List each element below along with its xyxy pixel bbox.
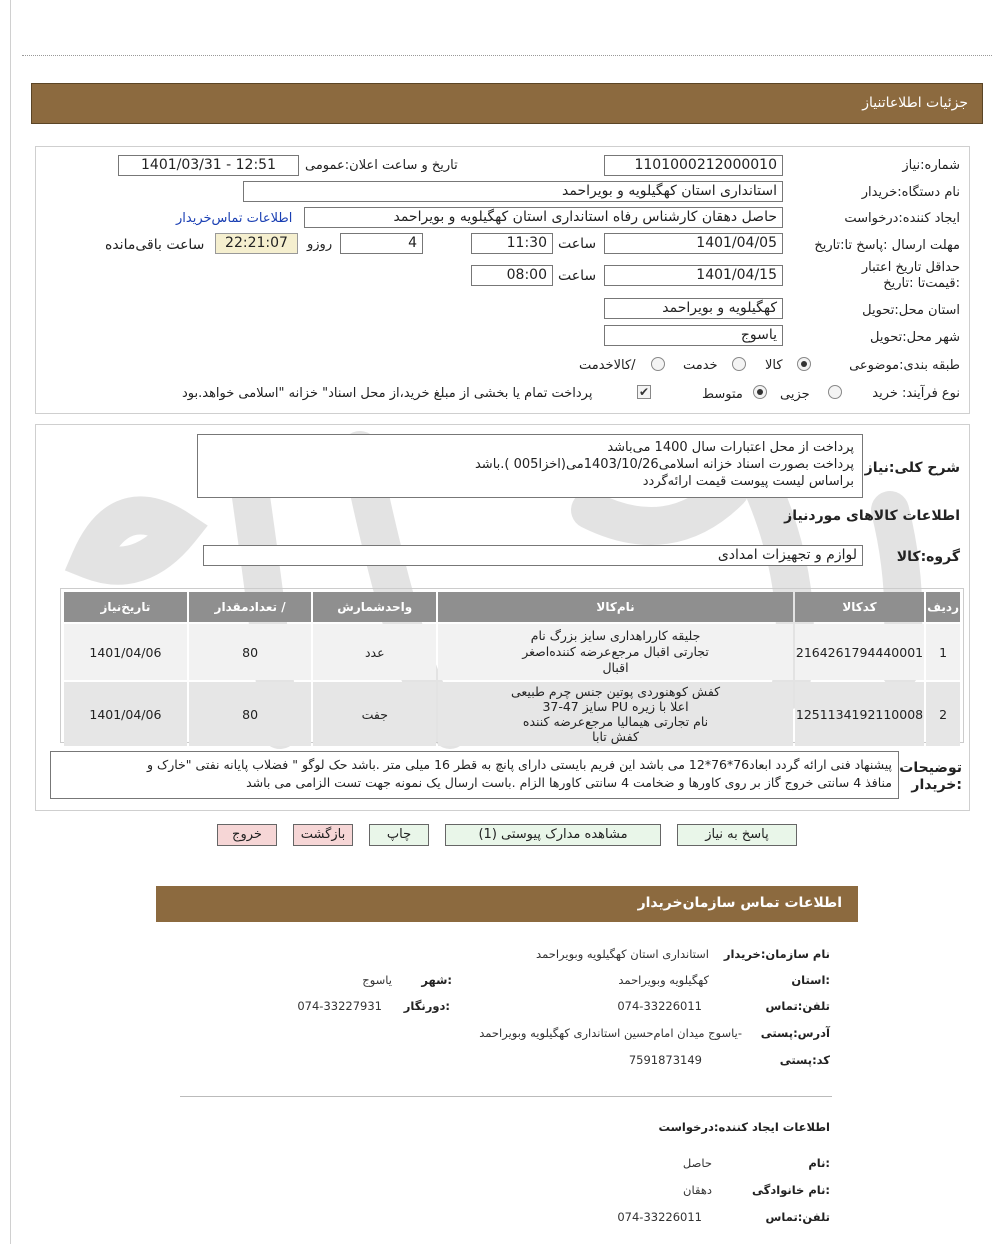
buyer-notes-label: توضیحات :خریدار (899, 760, 962, 793)
item-name-line: جلیقه کارراهداری سایز بزرگ نام (530, 628, 701, 643)
buyer-notes-box (50, 751, 899, 799)
exit-button[interactable]: خروج (217, 824, 277, 846)
province-field: کهگیلویه و بویراحمد (604, 298, 783, 319)
remaining-word: ساعت باقی‌مانده (105, 237, 205, 253)
item-name-line: کفش کوهنوردی پوتین جنس چرم طبیعی (510, 684, 721, 699)
process-option-minor: جزیی (780, 387, 810, 402)
category-option-service: خدمت (683, 358, 718, 373)
requester-phone-label: تلفن:تماس (765, 1210, 830, 1224)
col-date: تاریخ‌نیاز (64, 592, 187, 622)
item-name-line: کفش تابا (592, 729, 639, 744)
announce-label: تاریخ و ساعت اعلان:عمومی (305, 158, 458, 173)
col-unit: واحدشمارش (313, 592, 436, 622)
items-table-header (64, 592, 960, 622)
category-radio-goods-service[interactable] (651, 357, 665, 371)
contact-address-value: -یاسوج میدان امام‌حسین استانداری کهگیلویه وبویراحمد (479, 1026, 742, 1040)
category-radio-goods[interactable] (797, 357, 811, 371)
back-button[interactable]: بازگشت (293, 824, 353, 846)
item-unit: عدد (313, 624, 436, 680)
table-row (64, 624, 960, 680)
category-option-goods: کالا (765, 358, 783, 373)
item-unit: جفت (313, 682, 436, 746)
requester-label: ایجاد کننده:درخواست (844, 211, 960, 226)
buyer-org-label: نام دستگاه:خریدار (861, 185, 960, 200)
item-qty: 80 (189, 624, 312, 680)
treasury-payment-checkbox[interactable]: ✔ (638, 385, 650, 399)
category-option-goods-service: /کالاخدمت (579, 358, 636, 373)
col-code: کدکالا (795, 592, 924, 622)
col-row: ردیف (926, 592, 960, 622)
item-name-line: اعلا با زیره PU سایز 47-37 (542, 699, 689, 714)
deadline-label: مهلت ارسال :پاسخ تا:تاریخ (814, 238, 960, 253)
item-name (438, 682, 793, 746)
item-date: 1401/04/06 (64, 624, 187, 680)
requester-name-value: حاصل (682, 1156, 712, 1170)
days-field: 4 (340, 233, 423, 254)
reply-button[interactable]: پاسخ به نیاز (677, 824, 797, 846)
item-name-line: اقبال (602, 660, 629, 675)
summary-line: پرداخت از محل اعتبارات سال 1400 می‌باشد (607, 440, 854, 455)
summary-box (197, 434, 863, 498)
item-date: 1401/04/06 (64, 682, 187, 746)
requester-family-label: :نام خانوادگی (752, 1183, 830, 1197)
treasury-payment-note: پرداخت تمام یا بخشی از مبلغ خرید،از محل اسناد" خزانه "اسلامی خواهد.بود (182, 386, 593, 401)
items-table (62, 590, 962, 748)
need-number-label: شماره:نیاز (902, 158, 960, 173)
row-number: 2 (926, 682, 960, 746)
contact-postal-label: کد:پستی (779, 1053, 830, 1067)
col-qty: / تعداد‌مقدار (189, 592, 312, 622)
validity-label: حداقل تاریخ اعتبار :قیمت‌تا :تاریخ (861, 260, 960, 291)
buyer-org-field: استانداری استان کهگیلویه و بویراحمد (243, 181, 783, 202)
summary-line: براساس لیست پیوست قیمت ارائه‌گردد (642, 474, 854, 489)
row-number: 1 (926, 624, 960, 680)
province-label: استان محل:تحویل (862, 303, 960, 318)
contact-city-label: :شهر (421, 973, 452, 987)
city-label: شهر محل:تحویل (870, 330, 960, 345)
contact-phone-label: تلفن:تماس (765, 999, 830, 1013)
contact-postal-value: 7591873149 (628, 1053, 702, 1067)
need-number-field: 1101000212000010 (604, 155, 783, 176)
city-field: یاسوج (604, 325, 783, 346)
requester-info-title: اطلاعات ایجاد کننده:درخواست (658, 1120, 830, 1134)
contact-phone-value: 074-33226011 (617, 999, 702, 1013)
validity-time-word: ساعت (558, 268, 597, 284)
page-title: جزئیات اطلاعاتنیاز (862, 95, 968, 111)
print-button[interactable]: چاپ (369, 824, 429, 846)
validity-time-field: 08:00 (471, 265, 553, 286)
deadline-date-field: 1401/04/05 (604, 233, 783, 254)
contact-fax-label: :دورنگار (403, 999, 450, 1013)
requester-field: حاصل دهقان کارشناس رفاه استانداری استان کهگیلویه و بویراحمد (304, 207, 783, 228)
category-label: طبقه بندی:موضوعی (849, 358, 960, 373)
remaining-timer: 22:21:07 (215, 233, 298, 254)
contact-address-label: آدرس:پستی (760, 1026, 830, 1040)
contact-province-label: :استان (791, 973, 830, 987)
left-border (10, 0, 11, 1244)
contact-province-value: کهگیلویه وبویراحمد (618, 973, 709, 987)
process-option-medium: متوسط (702, 387, 743, 402)
buyer-contact-link[interactable]: اطلاعات تماس‌خریدار (176, 211, 293, 226)
page-header (31, 83, 983, 124)
announce-datetime-field: 1401/03/31 - 12:51 (118, 155, 299, 176)
goods-info-title: اطلاعات کالاهای مورد‌نیاز (784, 508, 960, 524)
requester-name-label: :نام (808, 1156, 830, 1170)
goods-group-field: لوازم و تجهیزات امدادی (203, 545, 863, 566)
buyer-notes-line: منافذ 4 سانتی خروج گاز بر روی کاورها و ضخامت 4 سانتی کاورها الزام .باست ارسال یک نمونه جهت تست الزامی می باشد (246, 775, 892, 790)
contact-header (156, 886, 858, 922)
goods-group-label: گروه:کالا (896, 549, 960, 565)
summary-label: شرح کلی:نیاز (864, 460, 960, 476)
summary-line: پرداخت بصورت اسناد خزانه اسلامی1403/10/26می(اخزا005 ).باشد (474, 457, 854, 472)
process-radio-medium[interactable] (753, 385, 767, 399)
requester-phone-value: 074-33226011 (617, 1210, 702, 1224)
dotted-divider (22, 55, 992, 56)
process-label: نوع فرآیند: خرید (872, 386, 960, 401)
contact-org-label: نام سازمان:خریدار (723, 947, 830, 961)
table-row (64, 682, 960, 746)
validity-date-field: 1401/04/15 (604, 265, 783, 286)
days-word: روزو (307, 237, 333, 252)
item-code: 1251134192110008 (795, 682, 924, 746)
buyer-notes-line: پیشنهاد فنی ارائه گردد ابعاد76*76*12 می باشد این فریم بایستی دارای پانچ به قطر 16 میلی متر .باشد حک لوگو " فضلاب پایانه نفتی "خارک و (147, 757, 892, 772)
contact-title: اطلاعات تماس سازمان‌خریدار (637, 895, 842, 911)
deadline-time-word: ساعت (558, 236, 597, 252)
contact-city-value: یاسوج (362, 973, 392, 987)
item-name-line: تجارتی اقبال مرجع‌عرضه کننده‌اصغر (522, 644, 709, 659)
contact-fax-value: 074-33227931 (297, 999, 382, 1013)
category-radio-service[interactable] (732, 357, 746, 371)
item-name (438, 624, 793, 680)
process-radio-minor[interactable] (828, 385, 842, 399)
col-name: نام‌کالا (438, 592, 793, 622)
deadline-time-field: 11:30 (471, 233, 553, 254)
contact-org-value: استانداری استان کهگیلویه وبویراحمد (536, 947, 709, 961)
item-qty: 80 (189, 682, 312, 746)
attachments-button[interactable]: مشاهده مدارک پیوستی (1) (445, 824, 661, 846)
requester-family-value: دهقان (683, 1183, 712, 1197)
contact-divider (180, 1096, 832, 1097)
item-name-line: نام تجارتی هیمالیا مرجع‌عرضه کننده (522, 714, 709, 729)
item-code: 2164261794440001 (795, 624, 924, 680)
